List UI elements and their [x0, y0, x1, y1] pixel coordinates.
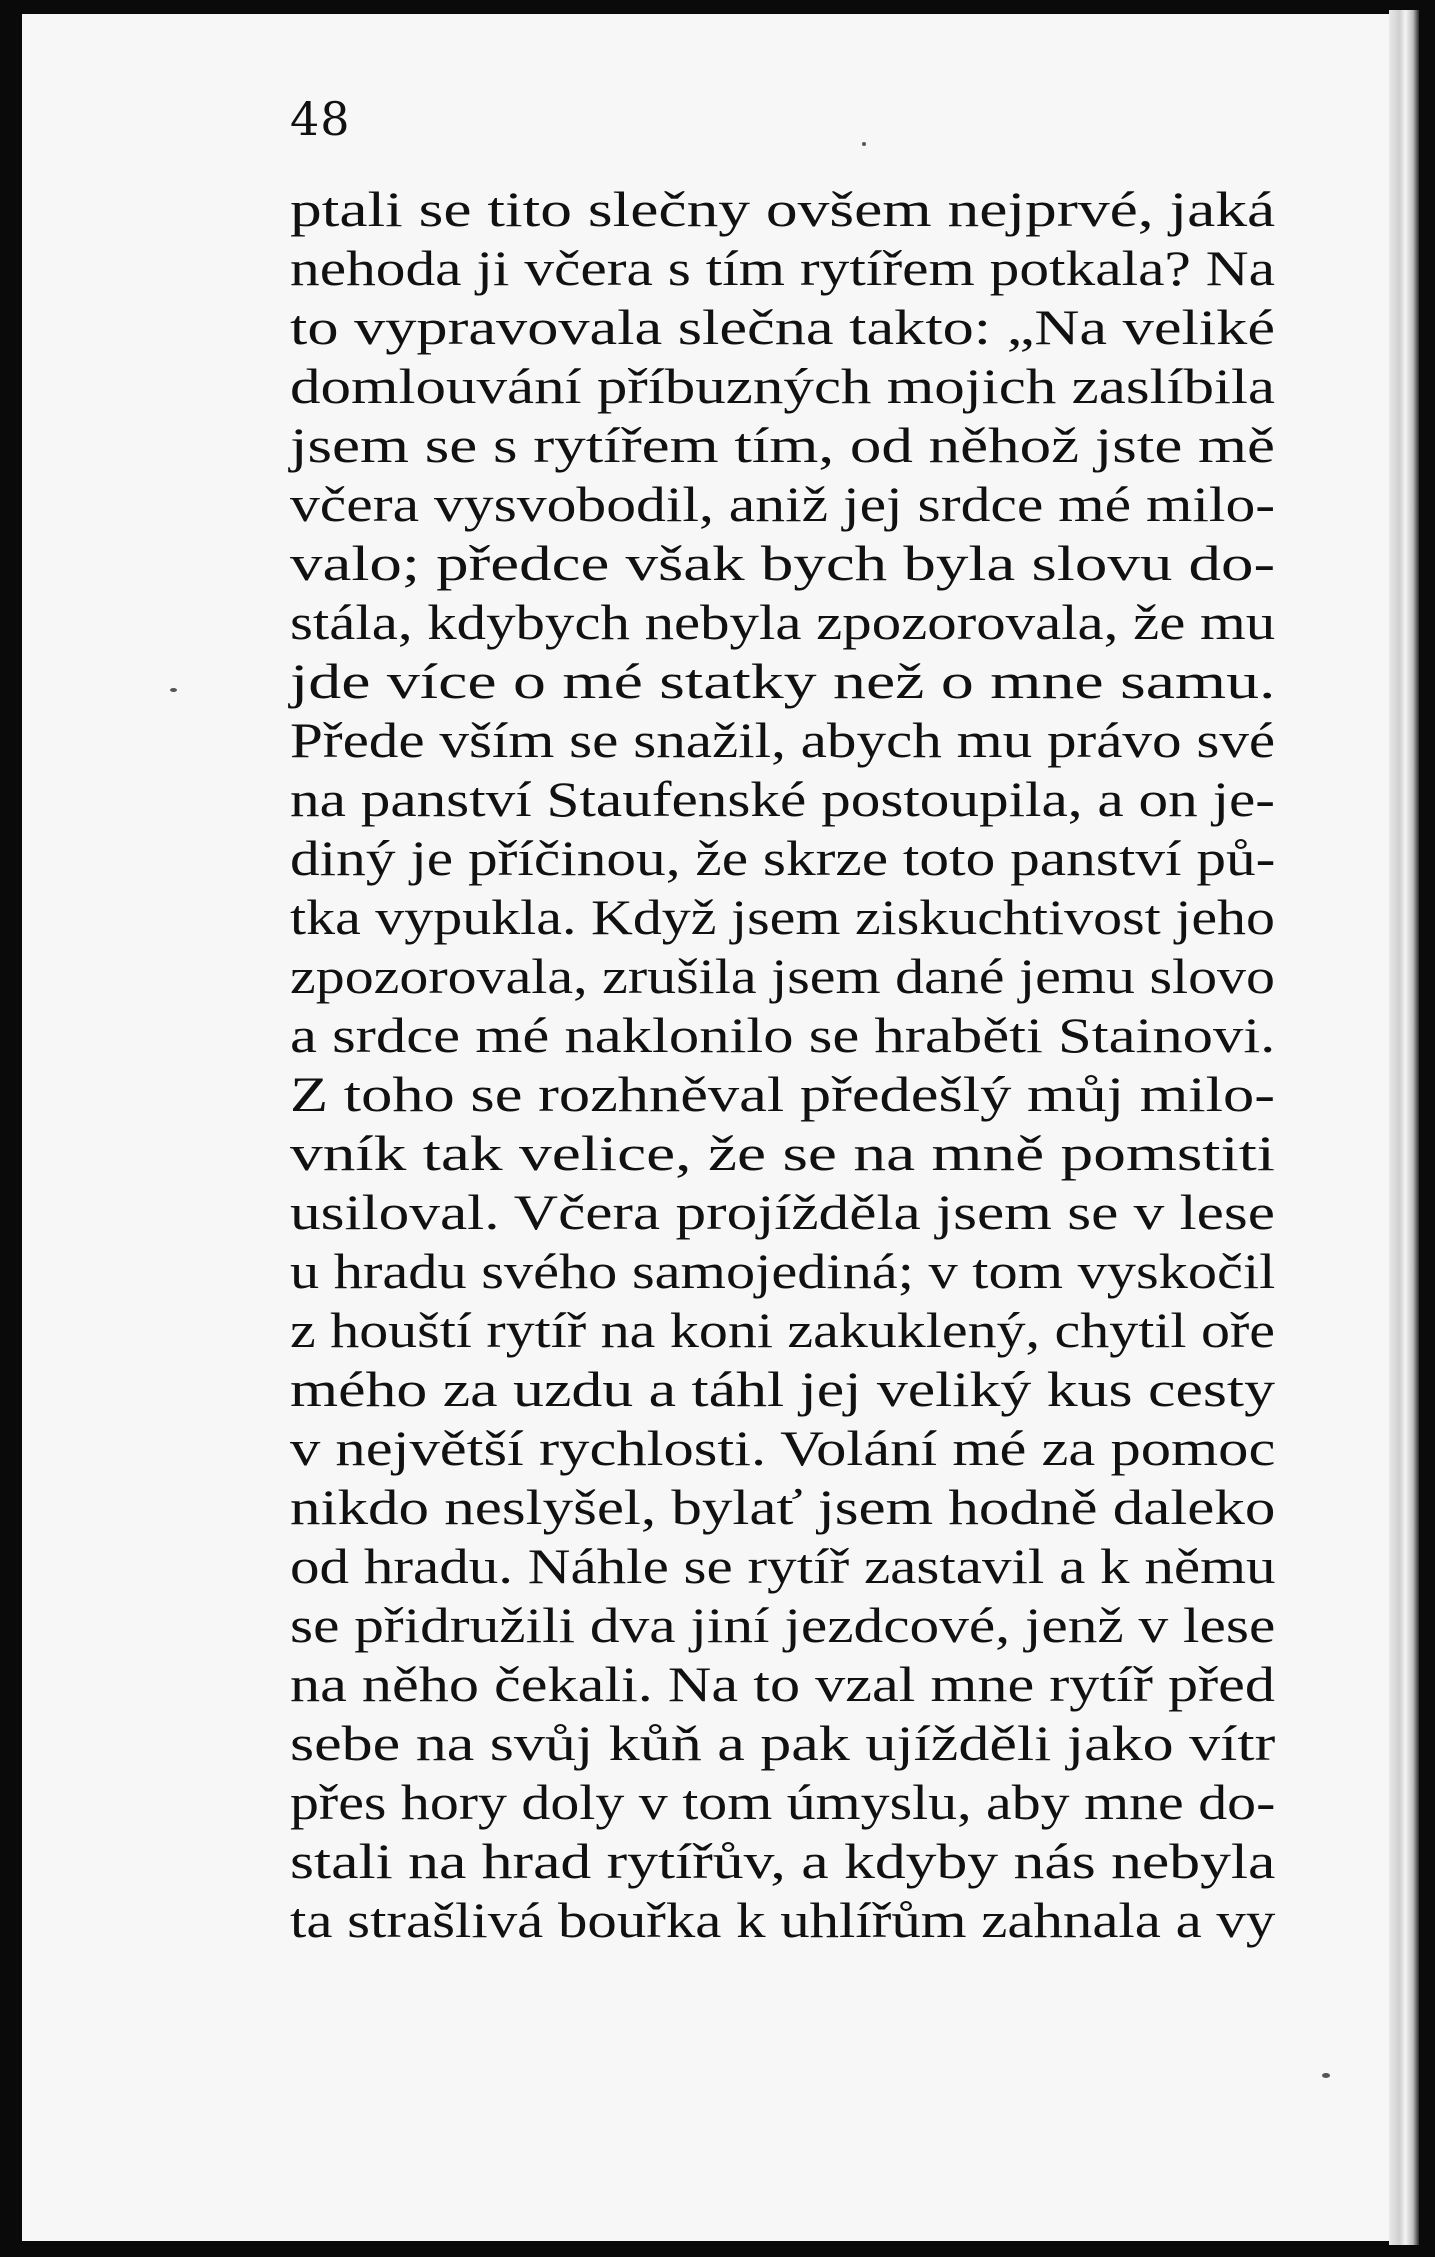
text-line: domlouvání příbuzných mojich zaslíbila [290, 358, 1275, 414]
text-line: se přidružili dva jiní jezdcové, jenž v lese [290, 1597, 1276, 1653]
text-line: zpozorovala, zrušila jsem dané jemu slovo [290, 948, 1275, 1004]
text-line: vník tak velice, že se na mně pomstiti [290, 1125, 1275, 1181]
text-line: sebe na svůj kůň a pak ujížděli jako vítr [290, 1715, 1276, 1771]
text-line: Z toho se rozhněval předešlý můj milo- [290, 1066, 1275, 1122]
text-line: diný je příčinou, že skrze toto panství pů- [290, 830, 1276, 886]
text-line: jde více o mé statky než o mne samu. [290, 653, 1276, 709]
page-number: 48 [290, 92, 351, 146]
text-line: u hradu svého samojediná; v tom vyskočil [290, 1243, 1276, 1299]
page-fore-edge [1389, 10, 1419, 2245]
text-line: na panství Staufenské postoupila, a on je- [290, 771, 1275, 827]
scan-border-left [0, 0, 22, 2257]
body-text [290, 180, 1275, 1950]
text-line: na něho čekali. Na to vzal mne rytíř před [290, 1656, 1275, 1712]
text-line: mého za uzdu a táhl jej veliký kus cesty [290, 1361, 1275, 1417]
text-line: přes hory doly v tom úmyslu, aby mne do- [290, 1774, 1276, 1830]
scan-speck [1322, 2073, 1330, 2078]
scan-border-top [0, 0, 1435, 14]
scan-speck [170, 688, 177, 692]
text-line: ta strašlivá bouřka k uhlířům zahnala a vy [290, 1892, 1276, 1948]
scan-border-bottom [0, 2241, 1435, 2257]
text-line: jsem se s rytířem tím, od něhož jste mě [290, 417, 1275, 473]
text-line: Přede vším se snažil, abych mu právo své [290, 712, 1276, 768]
text-line: od hradu. Náhle se rytíř zastavil a k němu [290, 1538, 1276, 1594]
text-line: to vypravovala slečna takto: „Na veliké [290, 299, 1275, 355]
text-line: stali na hrad rytířův, a kdyby nás nebyla [290, 1833, 1276, 1889]
scan-speck [862, 142, 866, 146]
scan-border-right [1419, 0, 1435, 2257]
text-line: usiloval. Včera projížděla jsem se v lese [290, 1184, 1275, 1240]
text-line: ptali se tito slečny ovšem nejprvé, jaká [290, 181, 1276, 237]
text-line: včera vysvobodil, aniž jej srdce mé milo- [290, 476, 1276, 532]
text-line: z houští rytíř na koni zakuklený, chytil oře [290, 1302, 1275, 1358]
text-line: stála, kdybych nebyla zpozorovala, že mu [290, 594, 1276, 650]
text-line: tka vypukla. Když jsem ziskuchtivost jeho [290, 889, 1275, 945]
text-line: v největší rychlosti. Volání mé za pomoc [290, 1420, 1276, 1476]
text-line: nehoda ji včera s tím rytířem potkala? Na [290, 240, 1275, 296]
text-line: a srdce mé naklonilo se hraběti Stainovi. [290, 1007, 1276, 1063]
text-line: nikdo neslyšel, bylať jsem hodně daleko [290, 1479, 1276, 1535]
text-line: valo; předce však bych byla slovu do- [290, 535, 1276, 591]
